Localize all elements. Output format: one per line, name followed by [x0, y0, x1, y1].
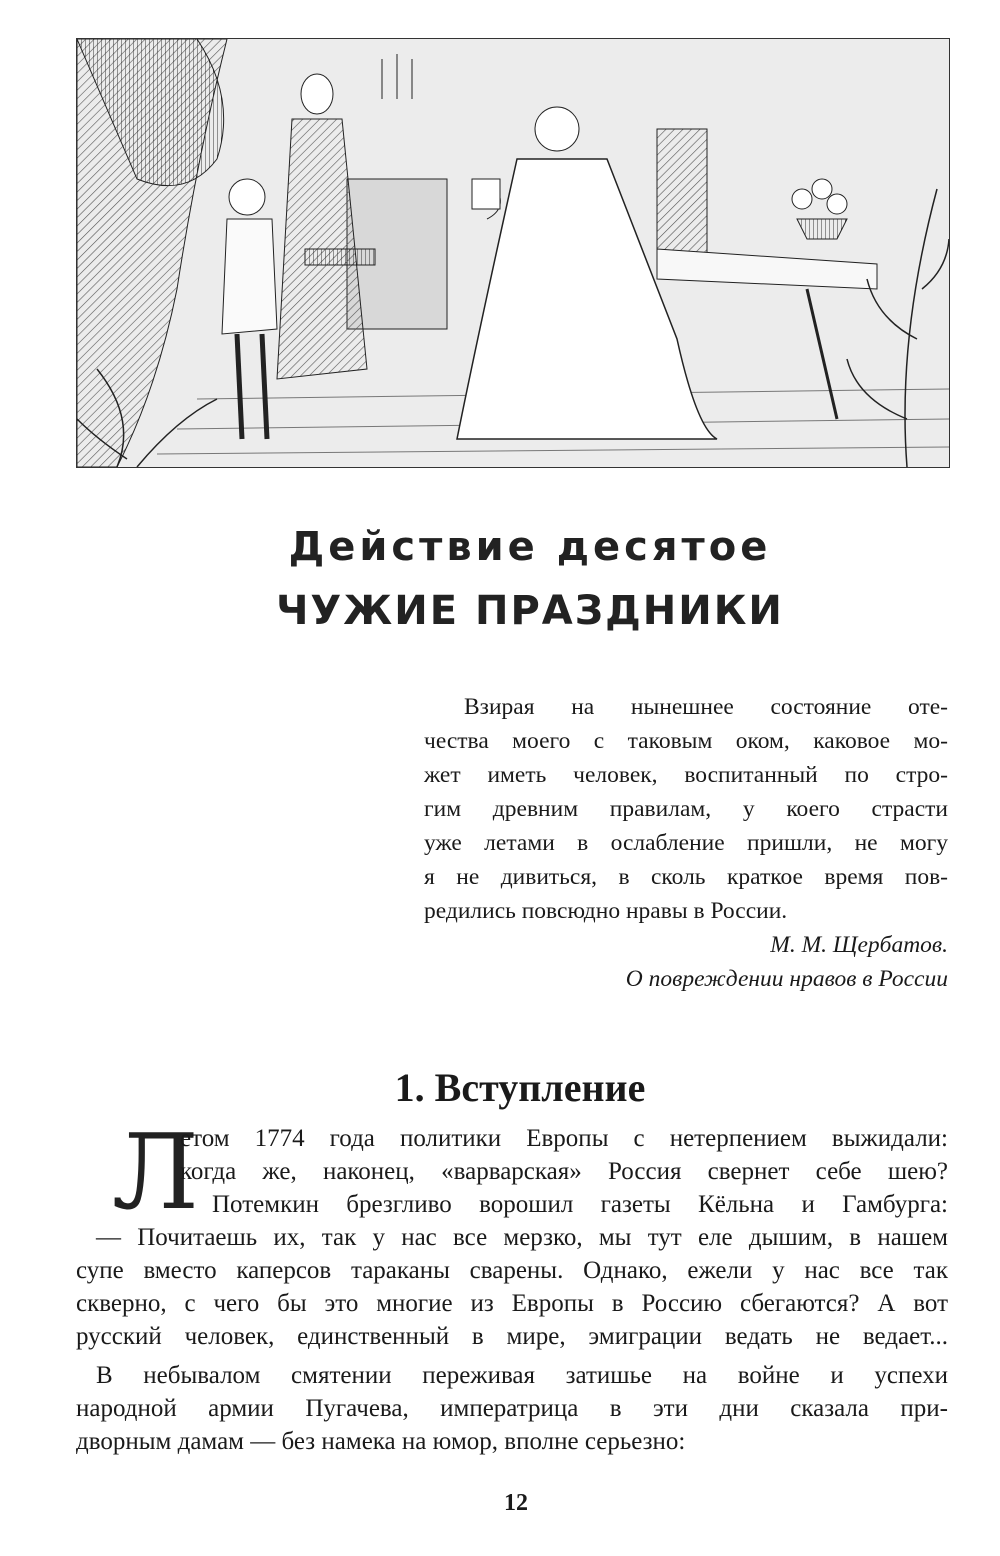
epigraph-line: чества моего с таковым оком, каковое мо- [424, 728, 948, 754]
epigraph-line: Взирая на нынешнее состояние оте- [464, 694, 948, 720]
chapter-title: ЧУЖИЕ ПРАЗДНИКИ [276, 588, 784, 634]
drop-cap: Л [112, 1111, 199, 1233]
epigraph-line: я не дивиться, в сколь краткое время пов- [424, 864, 948, 890]
body-line: когда же, наконец, «варварская» Россия свернет себе шею? [180, 1158, 948, 1185]
body-line: народной армии Пугачева, императрица в эти дни сказала при- [76, 1395, 948, 1422]
body-line: супе вместо каперсов тараканы сварены. Однако, ежели у нас все так [76, 1257, 948, 1284]
chapter-illustration [76, 38, 950, 468]
epigraph-line: гим древним правилам, у коего страсти [424, 796, 948, 822]
epigraph-line: уже летами в ослабление пришли, не могу [424, 830, 948, 856]
body-line: етом 1774 года политики Европы с нетерпением выжидали: [180, 1125, 948, 1152]
body-line: скверно, с чего бы это многие из Европы в Россию сбегаются? А вот [76, 1290, 948, 1317]
chapter-number-title: Действие десятое [288, 524, 772, 570]
engraving-illustration-icon [77, 39, 949, 467]
epigraph [424, 690, 948, 996]
epigraph-line: жет иметь человек, воспитанный по стро- [424, 762, 948, 788]
body-line: В небывалом смятении переживая затишье на войне и успехи [96, 1362, 948, 1389]
body-line: Потемкин брезгливо ворошил газеты Кёльна и Гамбурга: [212, 1191, 948, 1218]
epigraph-line: редились повсюдно нравы в России. [424, 898, 788, 924]
page-number: 12 [504, 1490, 528, 1516]
body-line: — Почитаешь их, так у нас все мерзко, мы тут еле дышим, в нашем [96, 1224, 948, 1251]
epigraph-source: О повреждении нравов в России [625, 966, 948, 992]
section-title: 1. Вступление [394, 1065, 646, 1110]
body-line: русский человек, единственный в мире, эмиграции ведать не ведает... [76, 1323, 948, 1350]
body-text [76, 1111, 948, 1458]
body-line: дворным дамам — без намека на юмор, вполне серьезно: [76, 1428, 686, 1455]
epigraph-author: М. М. Щербатов. [770, 932, 948, 958]
